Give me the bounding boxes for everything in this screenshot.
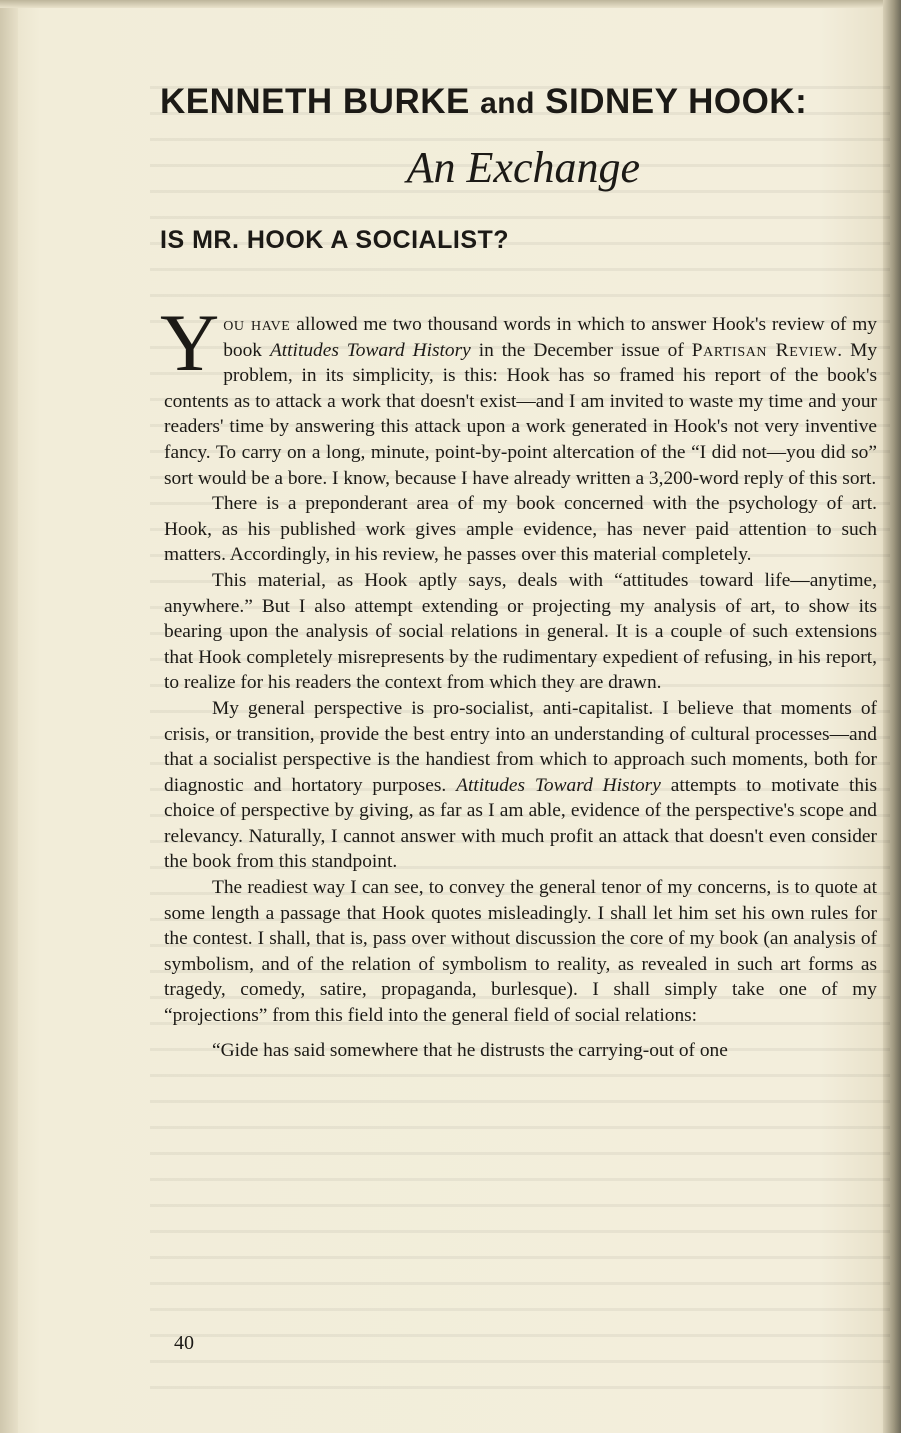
article-subtitle: An Exchange [406, 143, 640, 192]
drop-cap: Y [160, 297, 220, 388]
article-body [160, 297, 878, 1063]
article-title [160, 82, 807, 122]
journal-name: Partisan Review [691, 339, 838, 361]
paragraph-1-text-b: in the December issue of [470, 339, 692, 361]
title-author-1: KENNETH BURKE [160, 82, 470, 121]
paragraph-1-text-c: . My problem, in its simplicity, is this: Hook has so framed his report of the book's contents as to attack a work that doesn't exist—and I am invited to waste my time and your readers' time by answering this attack upon a work generated in Hook's not very inventive fancy. To carry on a long, minute, point-by-point altercation of the “I did not—you did so” sort would be a bore. I know, because I have already written a 3,200-word reply of this sort. [164, 339, 878, 489]
opening-smallcaps: ou have [223, 314, 291, 335]
title-and: and [480, 87, 535, 120]
page-top-edge [0, 0, 901, 8]
page-left-edge [0, 0, 18, 1433]
book-title: Attitudes Toward History [269, 339, 471, 361]
paragraph-4-text-b: attempts to motivate this choice of perspective by giving, as far as I am able, evidence of the perspective's scope and relevancy. Naturally, I cannot answer with much profit an attack that doesn't even consider the book from this standpoint. [164, 774, 878, 873]
paragraph-2: There is a preponderant area of my book concerned with the psychology of art. Hook, as his published work gives ample evidence, has never paid attention to such matters. Accordingly, in his review, he passes over this material completely. [164, 493, 877, 566]
block-quote: “Gide has said somewhere that he distrusts the carrying-out of one [212, 1039, 728, 1061]
paragraph-1-text-a: allowed me two thousand words in which to answer Hook's review of my book [223, 314, 877, 361]
paragraph-4 [164, 696, 877, 875]
section-heading: IS MR. HOOK A SOCIALIST? [160, 226, 510, 254]
paragraph-1 [160, 297, 878, 491]
paragraph-3: This material, as Hook aptly says, deals with “attitudes toward life—anytime, anywhere.” But I also attempt extending or projecting my analysis of art, to show its bearing upon the analysis of social relations in general. It is a couple of such extensions that Hook completely misrepresents by the rudimentary expedient of refusing, in his report, to realize for his readers the context from which they are drawn. [164, 569, 877, 694]
page-number: 40 [174, 1332, 194, 1354]
paragraph-4-text-a: My general perspective is pro-socialist, anti-capitalist. I believe that moments of crisis, or transition, provide the best entry into an understanding of cultural processes—and that a socialist perspective is the handiest from which to approach such moments, both for diagnostic and hortatory purposes. [164, 697, 877, 796]
paragraph-5: The readiest way I can see, to convey the general tenor of my concerns, is to quote at some length a passage that Hook quotes misleadingly. I shall let him set his own rules for the contest. I shall, that is, pass over without discussion the core of my book (an analysis of symbolism, and of the relation of symbolism to reality, as revealed in such art forms as tragedy, comedy, satire, propaganda, burlesque). I shall simply take one of my “projections” from this field into the general field of social relations: [164, 877, 877, 1027]
book-title: Attitudes Toward History [456, 774, 661, 796]
title-author-2: SIDNEY HOOK: [545, 82, 808, 121]
